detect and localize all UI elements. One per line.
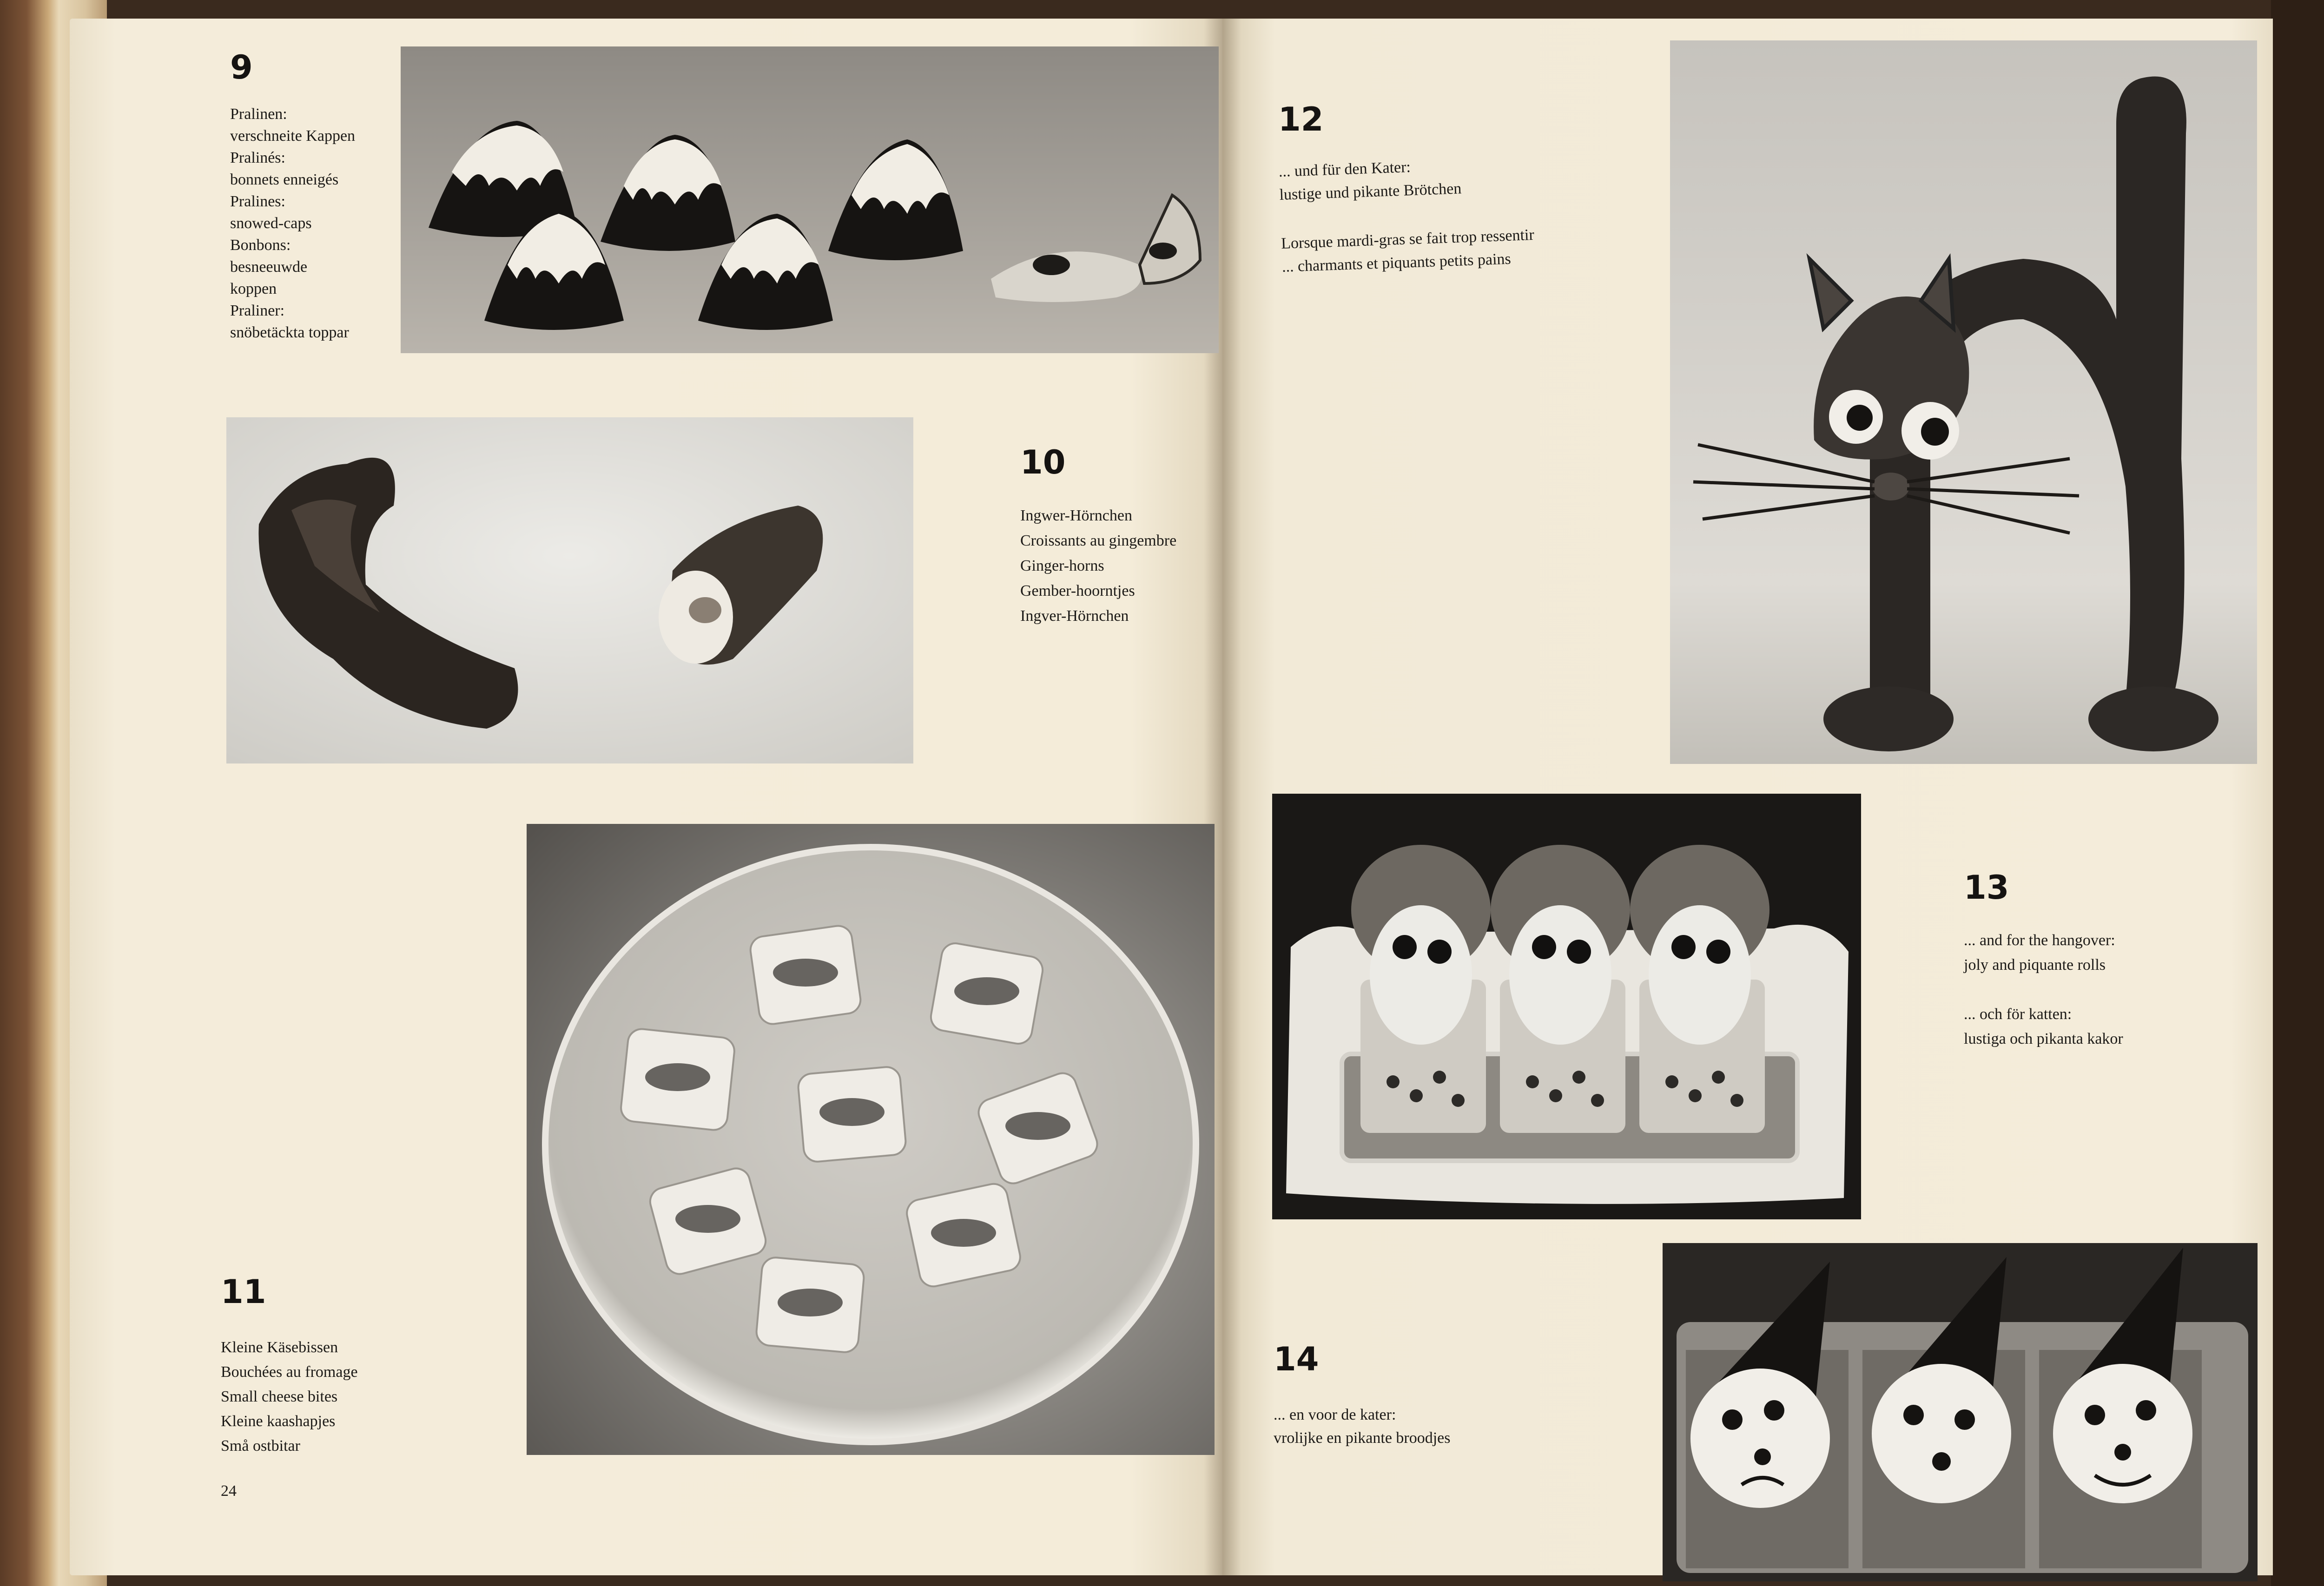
item-10-caption: [1020, 503, 1176, 629]
caption-line: koppen: [230, 280, 277, 297]
item-9-caption: [230, 103, 355, 343]
item-9-number: 9: [230, 48, 253, 86]
page-number: 24: [221, 1482, 237, 1500]
photo-ginger-horns: [226, 417, 913, 763]
item-11-number: 11: [221, 1273, 266, 1311]
caption-line: Bouchées au fromage: [221, 1363, 358, 1381]
caption-line: Bonbons:: [230, 237, 291, 254]
caption-line: Ingwer-Hörnchen: [1020, 507, 1132, 524]
photo-clown-rolls: [1663, 1243, 2258, 1581]
caption-line: Pralinen:: [230, 105, 287, 123]
item-11-caption: [221, 1335, 358, 1458]
caption-line: vrolijke en pikante broodjes: [1274, 1429, 1451, 1447]
caption-line: Lorsque mardi-gras se fait trop ressentir: [1281, 226, 1535, 252]
caption-line: Kleine Käsebissen: [221, 1339, 338, 1356]
background: [2271, 0, 2324, 1586]
photo-cat-figure: [1670, 40, 2257, 764]
item-10-number: 10: [1020, 443, 1066, 481]
caption-line: ... och för katten:: [1964, 1006, 2072, 1023]
caption-line: verschneite Kappen: [230, 127, 356, 145]
caption-line: joly and piquante rolls: [1964, 956, 2106, 974]
photo-pralines: [401, 46, 1219, 353]
item-14-number: 14: [1274, 1340, 1319, 1378]
caption-line: ... en voor de kater:: [1274, 1406, 1396, 1423]
caption-line: snöbetäckta toppar: [230, 324, 349, 341]
item-13-caption: [1964, 928, 2123, 1051]
caption-line: Små ostbitar: [221, 1437, 300, 1454]
item-14-caption: [1274, 1403, 1451, 1450]
caption-spacer: [1964, 977, 2123, 1002]
item-13-number: 13: [1964, 869, 2009, 907]
caption-line: lustiga och pikanta kakor: [1964, 1030, 2123, 1047]
photo-hangover-rolls: [1272, 794, 1861, 1219]
caption-line: Praliner:: [230, 302, 285, 319]
photo-cheese-bites: [527, 824, 1215, 1455]
caption-line: Gember-hoorntjes: [1020, 582, 1135, 599]
caption-line: ... and for the hangover:: [1964, 932, 2115, 949]
caption-line: Croissants au gingembre: [1020, 532, 1177, 549]
item-12-caption: [1278, 151, 1535, 279]
caption-line: besneeuwde: [230, 258, 308, 276]
caption-line: lustige und pikante Brötchen: [1279, 180, 1462, 204]
caption-line: Kleine kaashapjes: [221, 1413, 336, 1430]
caption-line: Pralinés:: [230, 149, 285, 166]
caption-line: snowed-caps: [230, 215, 312, 232]
caption-line: Ingver-Hörnchen: [1020, 607, 1129, 625]
caption-line: Ginger-horns: [1020, 557, 1104, 574]
caption-line: bonnets enneigés: [230, 171, 339, 188]
caption-line: ... charmants et piquants petits pains: [1281, 250, 1512, 276]
caption-line: ... und für den Kater:: [1278, 158, 1411, 180]
caption-line: Small cheese bites: [221, 1388, 338, 1405]
item-12-number: 12: [1278, 100, 1324, 138]
caption-line: Pralines:: [230, 193, 285, 210]
